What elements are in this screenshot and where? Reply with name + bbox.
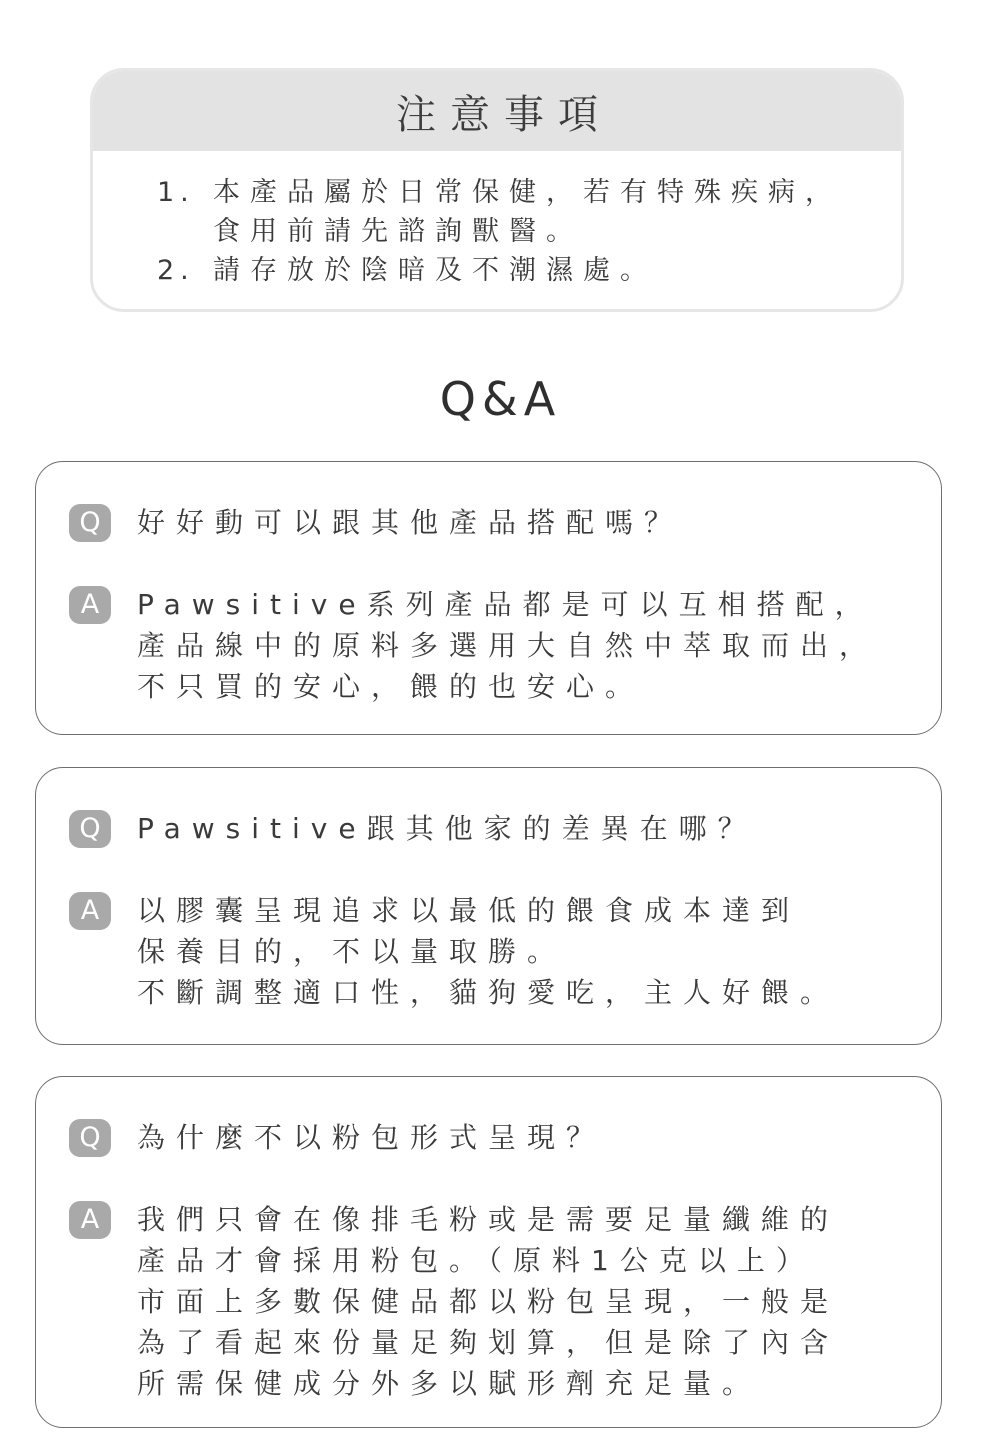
question-line: Pawsitive跟其他家的差異在哪？ [137,812,757,845]
q-badge: Q [69,504,111,542]
notice-title: 注意事項 [396,91,612,138]
question-text [137,1117,605,1158]
answer-line: 為了看起來份量足夠划算，但是除了內含 [137,1326,840,1359]
answer-text [137,890,839,1013]
answer-line: 產品才會採用粉包。（原料1公克以上） [137,1244,815,1277]
answer-line: 保養目的，不以量取勝。 [137,935,567,968]
a-badge: A [69,892,111,930]
notice-header [93,71,901,151]
answer-line: 所需保健成分外多以賦形劑充足量。 [137,1367,762,1400]
qa-heading: Q&A [439,372,562,426]
answer-line: 不斷調整適口性，貓狗愛吃，主人好餵。 [137,976,840,1009]
notice-item-number: 2. [157,255,195,286]
q-badge: Q [69,810,111,848]
question-line: 為什麼不以粉包形式呈現？ [137,1121,606,1154]
notice-item-1 [157,173,901,251]
answer-text [137,584,878,707]
answer-row [69,1199,839,1404]
question-line: 好好動可以跟其他產品搭配嗎？ [137,506,684,539]
notice-line: 本產品屬於日常保健，若有特殊疾病， [213,177,842,208]
a-badge: A [69,1201,111,1239]
answer-line: 不只買的安心，餵的也安心。 [137,670,645,703]
answer-row [69,890,839,1013]
notice-item-text [213,251,657,290]
question-text [137,502,683,543]
question-text [137,808,757,849]
question-row [69,502,683,543]
answer-line: 產品線中的原料多選用大自然中萃取而出， [137,629,879,662]
answer-line: 以膠囊呈現追求以最低的餵食成本達到 [137,894,801,927]
notice-line: 請存放於陰暗及不潮濕處。 [213,255,657,286]
q-badge: Q [69,1119,111,1157]
notice-item-number: 1. [157,177,195,208]
answer-line: 市面上多數保健品都以粉包呈現，一般是 [137,1285,840,1318]
notice-item-text [213,173,842,251]
question-row [69,1117,605,1158]
notice-line: 食用前請先諮詢獸醫。 [213,216,583,247]
qa-card-2 [35,767,942,1045]
question-row [69,808,757,849]
qa-card-1 [35,461,942,735]
notice-body [93,151,901,290]
answer-text [137,1199,839,1404]
answer-line: 我們只會在像排毛粉或是需要足量纖維的 [137,1203,840,1236]
notice-item-2 [157,251,901,290]
answer-line: Pawsitive系列產品都是可以互相搭配， [137,588,874,621]
qa-card-3 [35,1076,942,1428]
answer-row [69,584,878,707]
notice-box [90,68,904,312]
a-badge: A [69,586,111,624]
